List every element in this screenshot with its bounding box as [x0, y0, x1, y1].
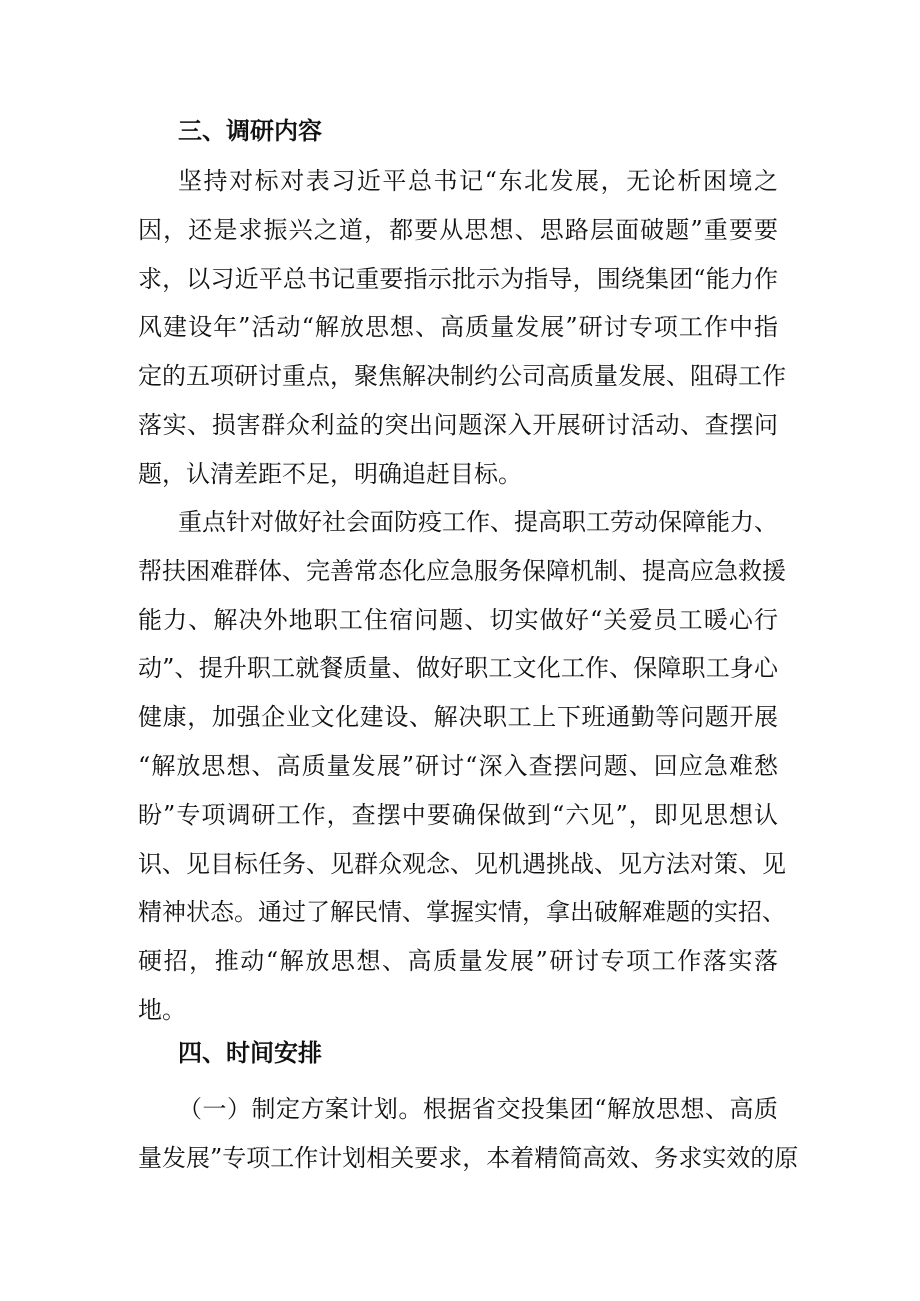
paragraph-line: 地。	[138, 995, 186, 1024]
paragraph-line: 盼”专项调研工作，查摆中要确保做到“六见”，即见思想认	[138, 800, 778, 829]
paragraph-line: 识、见目标任务、见群众观念、见机遇挑战、见方法对策、见	[138, 849, 786, 878]
paragraph-line: 定的五项研讨重点，聚焦解决制约公司高质量发展、阻碍工作	[138, 362, 786, 391]
paragraph-line: “解放思想、高质量发展”研讨“深入查摆问题、回应急难愁	[138, 751, 778, 780]
paragraph-line: 落实、损害群众利益的突出问题深入开展研讨活动、查摆问	[138, 410, 778, 439]
paragraph-schedule-plan	[138, 1085, 799, 1183]
paragraph-line: 题，认清差距不足，明确追赶目标。	[138, 459, 522, 488]
paragraph-line: 帮扶困难群体、完善常态化应急服务保障机制、提高应急救援	[138, 556, 786, 585]
paragraph-research-focus	[138, 498, 786, 1035]
paragraph-line: 动”、提升职工就餐质量、做好职工文化工作、保障职工身心	[138, 654, 778, 683]
paragraph-line: 重点针对做好社会面防疫工作、提高职工劳动保障能力、	[178, 508, 778, 536]
paragraph-line: 坚持对标对表习近平总书记“东北发展，无论析困境之	[178, 167, 778, 195]
section-heading-research-content: 三、调研内容	[178, 117, 322, 145]
paragraph-line: 因，还是求振兴之道，都要从思想、思路层面破题”重要要	[138, 215, 778, 244]
paragraph-line: 硬招，推动“解放思想、高质量发展”研讨专项工作落实落	[138, 947, 778, 976]
section-heading-schedule: 四、时间安排	[178, 1039, 322, 1067]
paragraph-line: 健康，加强企业文化建设、解决职工上下班通勤等问题开展	[138, 703, 778, 732]
paragraph-line: 求，以习近平总书记重要指示批示为指导，围绕集团“能力作	[138, 264, 778, 293]
paragraph-line: 能力、解决外地职工住宿问题、切实做好“关爱员工暖心行	[138, 605, 778, 634]
paragraph-line: 精神状态。通过了解民情、掌握实情，拿出破解难题的实招、	[138, 898, 786, 927]
paragraph-line: 风建设年”活动“解放思想、高质量发展”研讨专项工作中指	[138, 313, 778, 342]
paragraph-research-basis	[138, 157, 786, 499]
paragraph-line: 量发展”专项工作计划相关要求，本着精简高效、务求实效的原	[138, 1143, 799, 1172]
paragraph-line: （一）制定方案计划。根据省交投集团“解放思想、高质	[178, 1095, 778, 1123]
